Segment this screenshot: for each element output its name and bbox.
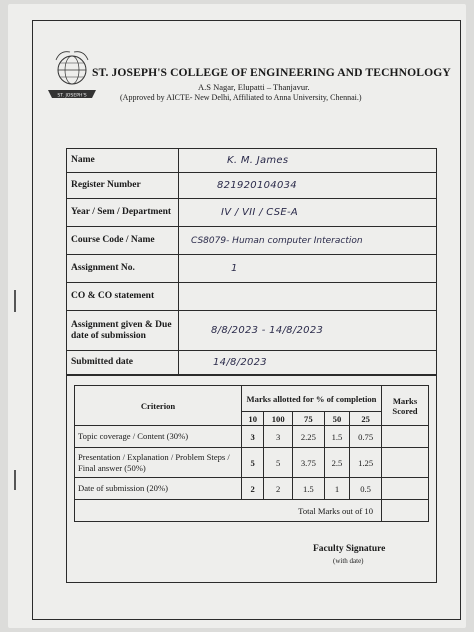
percent-col: 50 (324, 412, 350, 426)
allotted-header: Marks allotted for % of completion (242, 386, 382, 412)
mark-cell: 0.75 (350, 426, 382, 448)
info-value (179, 283, 437, 311)
criterion-label: Date of submission (20%) (75, 478, 242, 500)
info-row-submitted (67, 351, 437, 375)
college-address: A.S Nagar, Elupatti – Thanjavur. (198, 82, 310, 92)
info-row-course (67, 227, 437, 255)
info-label: Register Number (67, 173, 179, 199)
mark-cell: 0.5 (350, 478, 382, 500)
marks-table (74, 385, 429, 522)
info-label: Assignment given & Due date of submission (67, 311, 179, 351)
criterion-header: Criterion (75, 386, 242, 426)
info-label: Assignment No. (67, 255, 179, 283)
mark-cell: 5 (264, 448, 293, 478)
info-label: Year / Sem / Department (67, 199, 179, 227)
approval-line: (Approved by AICTE- New Delhi, Affiliated to Anna University, Chennai.) (120, 93, 362, 102)
total-value (382, 500, 429, 522)
info-row-assignment (67, 255, 437, 283)
info-value: 1 (179, 255, 437, 283)
mark-cell: 3 (242, 426, 264, 448)
info-label: Name (67, 149, 179, 173)
info-row-dates (67, 311, 437, 351)
info-value: 8/8/2023 - 14/8/2023 (179, 311, 437, 351)
criterion-row (75, 478, 429, 500)
student-info-table (66, 148, 437, 375)
mark-cell: 1.5 (324, 426, 350, 448)
scored-header: Marks Scored (382, 386, 429, 426)
mark-cell: 3 (264, 426, 293, 448)
scored-cell (382, 448, 429, 478)
mark-cell: 2 (242, 478, 264, 500)
scored-cell (382, 478, 429, 500)
mark-cell: 1 (324, 478, 350, 500)
scored-cell (382, 426, 429, 448)
info-value: 821920104034 (179, 173, 437, 199)
criterion-row (75, 426, 429, 448)
punch-hole-mark (14, 290, 16, 312)
info-label: Submitted date (67, 351, 179, 375)
info-value: K. M. James (179, 149, 437, 173)
mark-cell: 1.25 (350, 448, 382, 478)
info-value: IV / VII / CSE-A (179, 199, 437, 227)
info-value: 14/8/2023 (179, 351, 437, 375)
info-value: CS8079- Human computer Interaction (179, 227, 437, 255)
percent-col: 75 (293, 412, 325, 426)
criterion-label: Topic coverage / Content (30%) (75, 426, 242, 448)
mark-cell: 5 (242, 448, 264, 478)
marks-header-row (75, 386, 429, 412)
percent-col: 25 (350, 412, 382, 426)
criterion-label: Presentation / Explanation / Problem Steps / Final answer (50%) (75, 448, 242, 478)
faculty-signature-sublabel: (with date) (333, 557, 364, 565)
percent-col: 10 (242, 412, 264, 426)
info-row-co (67, 283, 437, 311)
info-row-year (67, 199, 437, 227)
total-label: Total Marks out of 10 (75, 500, 382, 522)
college-name: ST. JOSEPH'S COLLEGE OF ENGINEERING AND TECHNOLOGY (92, 66, 451, 79)
info-label: Course Code / Name (67, 227, 179, 255)
info-row-register (67, 173, 437, 199)
faculty-signature-label: Faculty Signature (313, 544, 386, 554)
percent-col: 100 (264, 412, 293, 426)
info-label: CO & CO statement (67, 283, 179, 311)
mark-cell: 3.75 (293, 448, 325, 478)
mark-cell: 2.5 (324, 448, 350, 478)
svg-text:ST. JOSEPH'S: ST. JOSEPH'S (57, 93, 87, 99)
info-row-name (67, 149, 437, 173)
mark-cell: 1.5 (293, 478, 325, 500)
mark-cell: 2 (264, 478, 293, 500)
punch-hole-mark (14, 470, 16, 490)
total-row (75, 500, 429, 522)
mark-cell: 2.25 (293, 426, 325, 448)
criterion-row (75, 448, 429, 478)
